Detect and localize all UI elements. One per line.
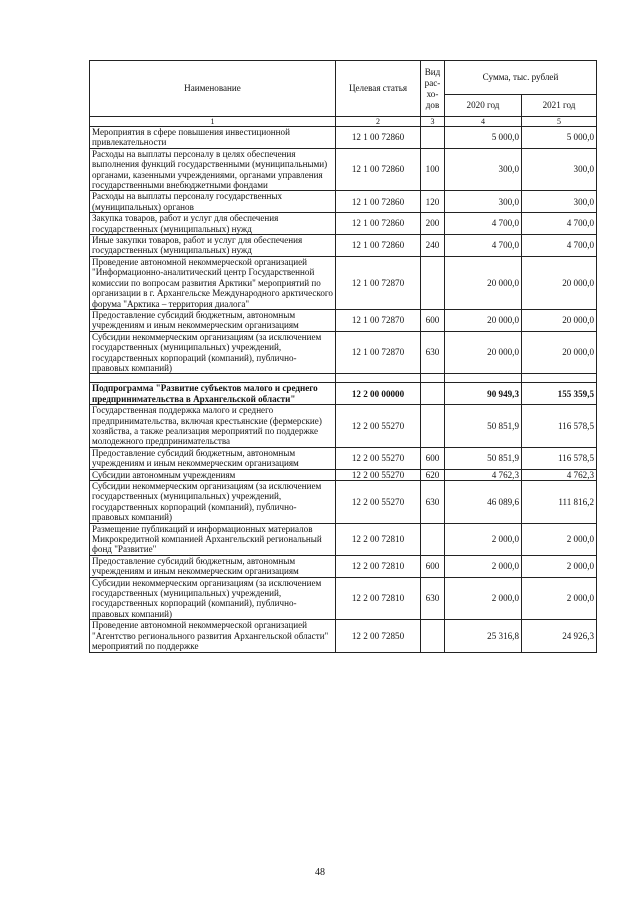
row-kind <box>421 127 445 149</box>
row-sum-2020: 5 000,0 <box>445 127 522 149</box>
row-kind <box>421 620 445 652</box>
row-kind: 600 <box>421 309 445 331</box>
row-sum-2020: 20 000,0 <box>445 309 522 331</box>
table-row <box>90 383 597 405</box>
row-sum-2020: 46 089,6 <box>445 481 522 524</box>
row-sum-2021: 20 000,0 <box>522 331 597 374</box>
row-target: 12 2 00 72810 <box>336 523 421 555</box>
column-index-row <box>90 117 597 127</box>
row-kind: 240 <box>421 235 445 257</box>
row-sum-2021: 4 700,0 <box>522 213 597 235</box>
row-sum-2020: 90 949,3 <box>445 383 522 405</box>
empty-cell <box>445 374 522 383</box>
table-row <box>90 213 597 235</box>
table-row <box>90 405 597 448</box>
row-target: 12 1 00 72860 <box>336 148 421 191</box>
row-name: Субсидии автономным учреждениям <box>90 469 336 480</box>
row-sum-2021: 2 000,0 <box>522 577 597 620</box>
row-name: Проведение автономной некоммерческой организацией "Информационно-аналитический центр Государственной комиссии по вопросам развития Арктики" мероприятий по организации в г. Архангельске Международного арктического форума "Арктика – территория диалога" <box>90 256 336 309</box>
table-row <box>90 469 597 480</box>
row-kind: 620 <box>421 469 445 480</box>
row-target: 12 2 00 55270 <box>336 405 421 448</box>
row-sum-2021: 5 000,0 <box>522 127 597 149</box>
row-target: 12 1 00 72860 <box>336 191 421 213</box>
row-target: 12 2 00 72850 <box>336 620 421 652</box>
budget-table-page <box>89 60 596 653</box>
header-year-2021: 2021 год <box>522 95 597 117</box>
row-name: Закупка товаров, работ и услуг для обеспечения государственных (муниципальных) нужд <box>90 213 336 235</box>
row-target: 12 2 00 72810 <box>336 555 421 577</box>
row-sum-2020: 20 000,0 <box>445 331 522 374</box>
row-kind: 630 <box>421 481 445 524</box>
table-row <box>90 331 597 374</box>
row-sum-2021: 20 000,0 <box>522 309 597 331</box>
empty-cell <box>336 374 421 383</box>
table-body <box>90 127 597 653</box>
row-name: Предоставление субсидий бюджетным, автономным учреждениям и иным некоммерческим организациям <box>90 447 336 469</box>
row-kind <box>421 383 445 405</box>
header-name: Наименование <box>90 61 336 117</box>
row-sum-2020: 2 000,0 <box>445 523 522 555</box>
row-kind: 100 <box>421 148 445 191</box>
row-name: Расходы на выплаты персоналу государственных (муниципальных) органов <box>90 191 336 213</box>
column-index: 1 <box>90 117 336 127</box>
row-name: Субсидии некоммерческим организациям (за исключением государственных (муниципальных) учреждений, государственных корпораций (компаний), публично-правовых компаний) <box>90 481 336 524</box>
table-row <box>90 127 597 149</box>
row-target: 12 1 00 72860 <box>336 213 421 235</box>
row-target: 12 1 00 72870 <box>336 309 421 331</box>
row-sum-2021: 2 000,0 <box>522 523 597 555</box>
table-row <box>90 235 597 257</box>
row-sum-2021: 4 700,0 <box>522 235 597 257</box>
row-target: 12 1 00 72870 <box>336 256 421 309</box>
table-row <box>90 256 597 309</box>
row-sum-2021: 300,0 <box>522 191 597 213</box>
page-number: 48 <box>315 867 325 878</box>
row-sum-2020: 50 851,9 <box>445 405 522 448</box>
empty-cell <box>522 374 597 383</box>
row-sum-2021: 116 578,5 <box>522 447 597 469</box>
empty-cell <box>90 374 336 383</box>
row-sum-2020: 300,0 <box>445 191 522 213</box>
row-sum-2021: 4 762,3 <box>522 469 597 480</box>
table-row <box>90 523 597 555</box>
row-name: Субсидии некоммерческим организациям (за исключением государственных (муниципальных) учреждений, государственных корпораций (компаний), публично-правовых компаний) <box>90 331 336 374</box>
row-kind: 600 <box>421 447 445 469</box>
spacer-row <box>90 374 597 383</box>
row-kind: 600 <box>421 555 445 577</box>
row-name: Иные закупки товаров, работ и услуг для обеспечения государственных (муниципальных) нужд <box>90 235 336 257</box>
header-year-2020: 2020 год <box>445 95 522 117</box>
row-sum-2020: 50 851,9 <box>445 447 522 469</box>
row-target: 12 2 00 55270 <box>336 469 421 480</box>
table-row <box>90 148 597 191</box>
table-row <box>90 481 597 524</box>
row-name: Расходы на выплаты персоналу в целях обеспечения выполнения функций государственными (муниципальными) органами, казенными учреждениями, органами управления государственными внебюджетными фондами <box>90 148 336 191</box>
row-sum-2020: 20 000,0 <box>445 256 522 309</box>
row-sum-2020: 25 316,8 <box>445 620 522 652</box>
column-index: 4 <box>445 117 522 127</box>
row-name: Размещение публикаций и информационных материалов Микрокредитной компанией Архангельский региональный фонд "Развитие" <box>90 523 336 555</box>
table-row <box>90 191 597 213</box>
row-kind <box>421 405 445 448</box>
row-sum-2021: 300,0 <box>522 148 597 191</box>
row-kind <box>421 256 445 309</box>
column-index: 5 <box>522 117 597 127</box>
table-row <box>90 620 597 652</box>
row-sum-2021: 24 926,3 <box>522 620 597 652</box>
row-target: 12 2 00 55270 <box>336 481 421 524</box>
budget-table <box>89 60 597 653</box>
row-target: 12 2 00 72810 <box>336 577 421 620</box>
row-kind: 630 <box>421 577 445 620</box>
row-sum-2021: 20 000,0 <box>522 256 597 309</box>
row-kind: 200 <box>421 213 445 235</box>
row-sum-2020: 4 762,3 <box>445 469 522 480</box>
row-sum-2021: 111 816,2 <box>522 481 597 524</box>
column-index: 3 <box>421 117 445 127</box>
row-target: 12 1 00 72860 <box>336 127 421 149</box>
row-sum-2020: 300,0 <box>445 148 522 191</box>
empty-cell <box>421 374 445 383</box>
row-target: 12 2 00 00000 <box>336 383 421 405</box>
header-target: Целевая статья <box>336 61 421 117</box>
row-kind: 120 <box>421 191 445 213</box>
row-name: Государственная поддержка малого и среднего предпринимательства, включая крестьянские (фермерские) хозяйства, а также реализация мероприятий по поддержке молодежного предпринимательства <box>90 405 336 448</box>
row-name: Мероприятия в сфере повышения инвестиционной привлекательности <box>90 127 336 149</box>
row-target: 12 1 00 72860 <box>336 235 421 257</box>
row-target: 12 2 00 55270 <box>336 447 421 469</box>
header-kind: Вид рас-хо-дов <box>421 61 445 117</box>
row-sum-2020: 2 000,0 <box>445 577 522 620</box>
table-row <box>90 447 597 469</box>
column-index: 2 <box>336 117 421 127</box>
row-kind: 630 <box>421 331 445 374</box>
row-sum-2020: 2 000,0 <box>445 555 522 577</box>
row-sum-2021: 155 359,5 <box>522 383 597 405</box>
row-name: Субсидии некоммерческим организациям (за исключением государственных (муниципальных) учреждений, государственных корпораций (компаний), публично-правовых компаний) <box>90 577 336 620</box>
row-target: 12 1 00 72870 <box>336 331 421 374</box>
row-name: Предоставление субсидий бюджетным, автономным учреждениям и иным некоммерческим организациям <box>90 555 336 577</box>
header-sum: Сумма, тыс. рублей <box>445 61 597 95</box>
row-sum-2020: 4 700,0 <box>445 213 522 235</box>
table-row <box>90 555 597 577</box>
row-kind <box>421 523 445 555</box>
row-sum-2021: 2 000,0 <box>522 555 597 577</box>
row-name: Предоставление субсидий бюджетным, автономным учреждениям и иным некоммерческим организациям <box>90 309 336 331</box>
row-name: Проведение автономной некоммерческой организацией "Агентство регионального развития Архангельской области" мероприятий по поддержке <box>90 620 336 652</box>
table-row <box>90 577 597 620</box>
row-name: Подпрограмма "Развитие субъектов малого и среднего предпринимательства в Архангельской области" <box>90 383 336 405</box>
row-sum-2021: 116 578,5 <box>522 405 597 448</box>
table-row <box>90 309 597 331</box>
row-sum-2020: 4 700,0 <box>445 235 522 257</box>
